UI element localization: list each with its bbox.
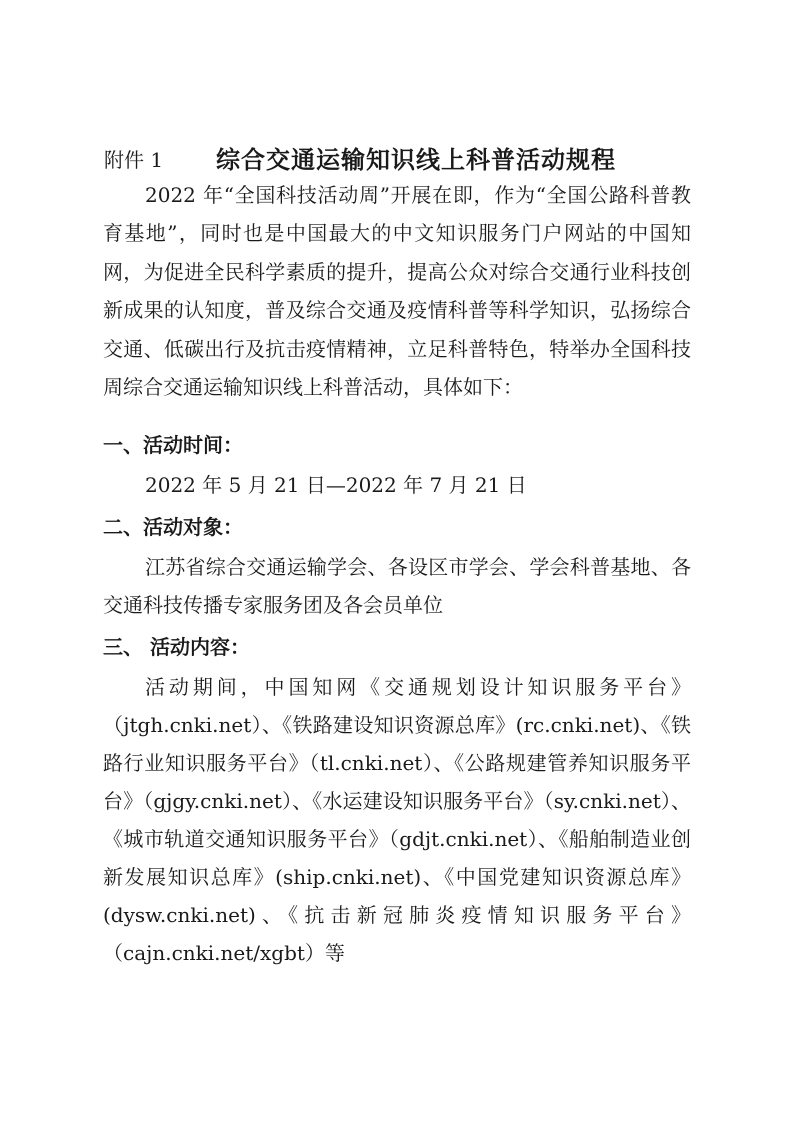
document-header: [104, 140, 704, 174]
activity-content-text: 活动期间，中国知网《交通规划设计知识服务平台》（jtgh.cnki.net）、《铁路建设知识资源总库》(rc.cnki.net)、《铁路行业知识服务平台》（tl.cnki.net）、《公路规建管养知识服务平台》（gjgy.cnki.net）、《水运建设知识服务平台》（sy.cnki.net）、《城市轨道交通知识服务平台》（gdjt.cnki.net）、《船舶制造业创新发展知识总库》(ship.cnki.net)、《中国党建知识资源总库》(dysw.cnki.net)、《抗击新冠肺炎疫情知识服务平台》（cajn.cnki.net/xgbt）等: [103, 675, 691, 965]
section-heading-target: 二、活动对象：: [103, 515, 243, 539]
section-heading-content: 三、 活动内容：: [103, 635, 250, 659]
activity-time-text: 2022 年 5 月 21 日—2022 年 7 月 21 日: [145, 473, 527, 497]
document-title: 综合交通运输知识线上科普活动规程: [216, 145, 616, 174]
activity-target-text: 江苏省综合交通运输学会、各设区市学会、学会科普基地、各交通科技传播专家服务团及各会员单位: [103, 555, 691, 618]
intro-paragraph: 2022 年“全国科技活动周”开展在即，作为“全国公路科普教育基地”，同时也是中国最大的中文知识服务门户网站的中国知网，为促进全民科学素质的提升，提高公众对综合交通行业科技创新成果的认知度，普及综合交通及疫情科普等科学知识，弘扬综合交通、低碳出行及抗击疫情精神，立足科普特色，特举办全国科技周综合交通运输知识线上科普活动，具体如下：: [103, 183, 691, 400]
attachment-label: 附件 1: [104, 148, 164, 172]
section-heading-time: 一、活动时间：: [103, 433, 243, 457]
